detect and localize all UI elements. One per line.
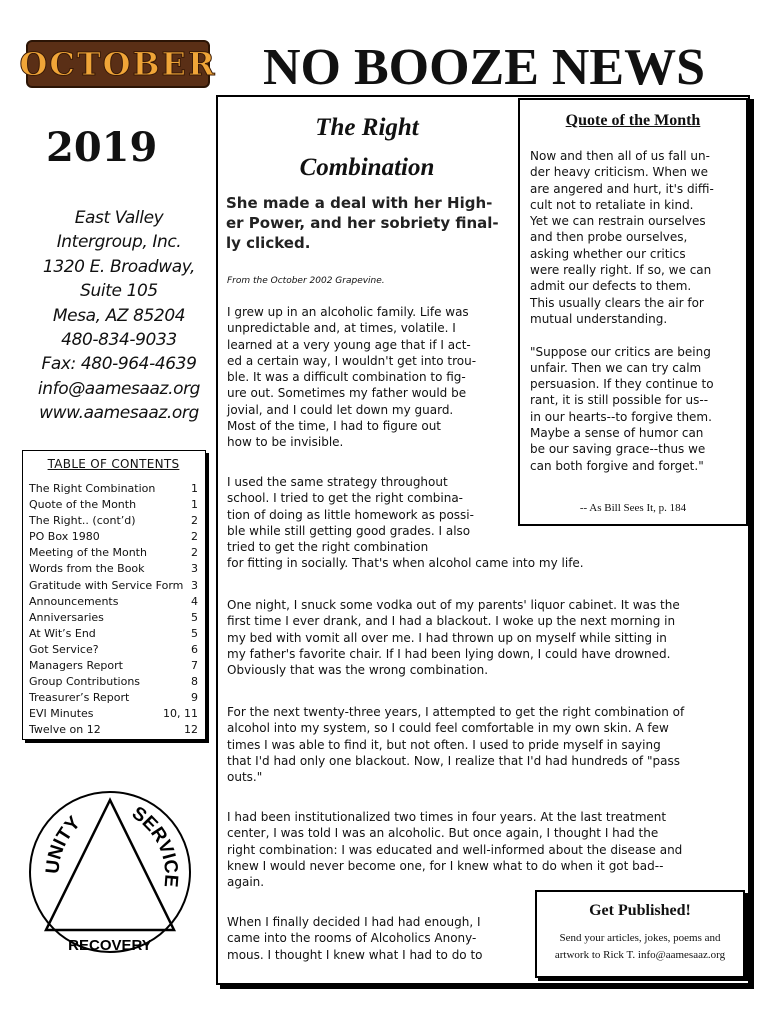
contact-email: info@aamesaaz.org bbox=[37, 378, 201, 399]
toc-item-page: 1 bbox=[191, 498, 198, 512]
article-line: that I'd had only one blackout. Now, I realize that I'd had hundreds of "pass bbox=[227, 753, 680, 768]
article-paragraph bbox=[227, 704, 684, 785]
toc-item-label: Quote of the Month bbox=[29, 498, 137, 512]
toc-item-label: Got Service? bbox=[29, 642, 99, 656]
toc-item-label: Words from the Book bbox=[29, 562, 145, 576]
article-line: center, I was told I was an alcoholic. But once again, I thought I had the bbox=[227, 826, 659, 841]
get-published-box bbox=[535, 890, 745, 978]
toc-item-label: EVI Minutes bbox=[29, 707, 94, 721]
quote-body bbox=[530, 148, 714, 474]
article-line: how to be invisible. bbox=[227, 435, 344, 450]
article-line: my bed with vomit all over me. I had thrown up on myself while sitting in bbox=[227, 630, 667, 645]
article-line: tion of doing as little homework as possi- bbox=[227, 507, 474, 522]
article-line: ed a certain way, I wouldn't get into trou- bbox=[227, 353, 477, 368]
article-line: ble. It was a difficult combination to fig- bbox=[227, 370, 466, 385]
get-published-title: Get Published! bbox=[589, 902, 691, 919]
article-line: first time I ever drank, and I had a blackout. I woke up the next morning in bbox=[227, 614, 676, 629]
quote-line: mutual understanding. bbox=[530, 311, 668, 326]
article-line: tried to get the right combination bbox=[227, 540, 429, 555]
article-line: school. I tried to get the right combina- bbox=[227, 491, 464, 506]
contact-line: Suite 105 bbox=[80, 281, 158, 302]
table-of-contents bbox=[22, 450, 206, 740]
month-label: OCTOBER bbox=[19, 45, 217, 83]
quote-line: in our hearts--to forgive them. bbox=[530, 409, 712, 424]
get-published-line: artwork to Rick T. info@aamesaaz.org bbox=[554, 949, 726, 961]
toc-item-page: 12 bbox=[184, 723, 198, 737]
toc-item-label: The Right Combination bbox=[29, 482, 156, 495]
toc-item bbox=[29, 610, 198, 626]
article-paragraph bbox=[227, 914, 483, 963]
toc-item bbox=[29, 674, 198, 690]
toc-item bbox=[29, 706, 198, 722]
toc-item bbox=[29, 481, 198, 497]
toc-item-page: 10, 11 bbox=[163, 707, 198, 721]
year: 2019 bbox=[46, 124, 158, 171]
article-line: jovial, and I could let down my guard. bbox=[227, 402, 454, 417]
quote-of-the-month-box bbox=[518, 98, 748, 526]
quote-line: unfair. Then we can try calm bbox=[530, 360, 702, 375]
toc-item-page: 9 bbox=[191, 691, 198, 705]
emblem-recovery: RECOVERY bbox=[68, 937, 152, 954]
subhead-line: er Power, and her sobriety final- bbox=[226, 214, 499, 232]
quote-line: Maybe a sense of humor can bbox=[530, 426, 704, 441]
toc-item-label: At Wit’s End bbox=[29, 626, 96, 640]
article-line: For the next twenty-three years, I attempted to get the right combination of bbox=[227, 705, 685, 719]
quote-line: cult not to retaliate in kind. bbox=[530, 197, 694, 212]
article-paragraph bbox=[227, 597, 680, 678]
article-line: my father's favorite chair. If I had been lying down, I could have drowned. bbox=[227, 646, 671, 661]
toc-item bbox=[29, 561, 198, 577]
quote-line: are angered and hurt, it's diffi- bbox=[530, 181, 714, 196]
quote-line: be our saving grace--thus we bbox=[530, 442, 706, 457]
toc-item bbox=[29, 529, 198, 545]
quote-line: Now and then all of us fall un- bbox=[530, 149, 710, 163]
quote-line: "Suppose our critics are being bbox=[530, 344, 711, 359]
article-paragraph bbox=[227, 304, 476, 451]
article-line: I had been institutionalized two times in four years. At the last treatment bbox=[227, 810, 667, 824]
toc-item-page: 5 bbox=[191, 626, 198, 640]
get-published-line: Send your articles, jokes, poems and bbox=[559, 932, 721, 944]
article-line: for fitting in socially. That's when alcohol came into my life. bbox=[227, 556, 584, 571]
toc-item-label: Anniversaries bbox=[29, 610, 104, 624]
subhead-line: She made a deal with her High- bbox=[226, 194, 493, 212]
toc-item bbox=[29, 497, 198, 513]
article-line: times I was able to find it, but not often. I used to pride myself in saying bbox=[227, 737, 661, 752]
article-line: ure out. Sometimes my father would be bbox=[227, 386, 467, 401]
article-line: knew I would never become one, for I knew what to do when it got bad-- bbox=[227, 858, 664, 873]
article-paragraph bbox=[227, 809, 682, 890]
article-line: again. bbox=[227, 875, 265, 890]
toc-item bbox=[29, 513, 198, 529]
toc-item bbox=[29, 690, 198, 706]
subhead-line: ly clicked. bbox=[226, 234, 311, 252]
emblem-unity: UNITY bbox=[42, 812, 85, 875]
article-subhead bbox=[226, 193, 506, 253]
quote-line: and then probe ourselves, bbox=[530, 230, 688, 245]
quote-line: admit our defects to them. bbox=[530, 279, 692, 294]
article-title-line: Combination bbox=[299, 154, 435, 181]
toc-item-page: 6 bbox=[191, 642, 198, 656]
contact-block bbox=[24, 206, 214, 426]
toc-item bbox=[29, 594, 198, 610]
quote-line: rant, it is still possible for us-- bbox=[530, 393, 709, 408]
toc-item-label: Twelve on 12 bbox=[29, 723, 101, 737]
article-line: When I finally decided I had had enough, I bbox=[227, 915, 481, 929]
toc-item-page: 3 bbox=[191, 562, 198, 576]
toc-item-label: Group Contributions bbox=[29, 675, 141, 689]
article-line: unpredictable and, at times, volatile. I bbox=[227, 321, 456, 336]
article-title-line: The Right bbox=[315, 114, 419, 141]
emblem-service: SERVICE bbox=[127, 802, 182, 888]
article-line: mous. I thought I knew what I had to do to bbox=[227, 947, 483, 962]
article-line: I grew up in an alcoholic family. Life was bbox=[227, 305, 469, 319]
get-published-text bbox=[537, 930, 743, 964]
quote-line: Yet we can restrain ourselves bbox=[530, 214, 706, 229]
toc-item bbox=[29, 658, 198, 674]
newsletter-title: NO BOOZE NEWS bbox=[262, 39, 706, 96]
quote-line: were really right. If so, we can bbox=[530, 263, 712, 278]
quote-line: This usually clears the air for bbox=[530, 295, 704, 310]
quote-line: der heavy criticism. When we bbox=[530, 165, 708, 180]
quote-line: persuasion. If they continue to bbox=[530, 377, 714, 392]
quote-line bbox=[530, 327, 714, 343]
article-line: I used the same strategy throughout bbox=[227, 475, 448, 489]
unity-service-recovery-emblem bbox=[22, 788, 198, 958]
toc-item bbox=[29, 642, 198, 658]
article-line: One night, I snuck some vodka out of my parents' liquor cabinet. It was the bbox=[227, 598, 680, 612]
contact-line: 1320 E. Broadway, bbox=[42, 256, 196, 277]
toc-item-page: 2 bbox=[191, 546, 198, 560]
article-line: outs." bbox=[227, 770, 263, 785]
contact-website: www.aamesaaz.org bbox=[39, 403, 199, 424]
toc-title: TABLE OF CONTENTS bbox=[47, 457, 180, 471]
quote-line: can both forgive and forget." bbox=[530, 458, 704, 473]
quote-line: asking whether our critics bbox=[530, 246, 686, 261]
contact-line: East Valley bbox=[74, 208, 164, 228]
toc-item-page: 1 bbox=[191, 482, 198, 495]
article-line: came into the rooms of Alcoholics Anony- bbox=[227, 931, 477, 946]
toc-item-page: 8 bbox=[191, 675, 198, 689]
article-line: alcohol into my system, so I could feel comfortable in my own skin. A few bbox=[227, 721, 669, 736]
toc-item-label: Meeting of the Month bbox=[29, 546, 147, 560]
toc-item bbox=[29, 626, 198, 642]
toc-item-page: 2 bbox=[191, 514, 198, 528]
toc-item-page: 3 bbox=[191, 578, 198, 592]
toc-item bbox=[29, 722, 198, 738]
quote-title: Quote of the Month bbox=[565, 112, 701, 129]
contact-line: Mesa, AZ 85204 bbox=[52, 305, 186, 326]
article-line: learned at a very young age that if I act- bbox=[227, 337, 471, 352]
contact-phone: 480-834-9033 bbox=[61, 330, 177, 351]
toc-item-label: Treasurer’s Report bbox=[29, 691, 130, 705]
toc-item-label: Gratitude with Service Form bbox=[29, 578, 184, 592]
article-line: Obviously that was the wrong combination. bbox=[227, 663, 489, 678]
article-line: Most of the time, I had to figure out bbox=[227, 419, 442, 434]
article-source: From the October 2002 Grapevine. bbox=[227, 276, 385, 286]
contact-fax: Fax: 480-964-4639 bbox=[41, 354, 197, 375]
toc-item-label: The Right.. (cont’d) bbox=[29, 514, 136, 528]
toc-item-label: Managers Report bbox=[29, 659, 123, 673]
month-badge bbox=[19, 40, 217, 88]
toc-item bbox=[29, 578, 198, 594]
toc-item bbox=[29, 545, 198, 561]
article-line: ble while still getting good grades. I also bbox=[227, 523, 471, 538]
toc-item-page: 5 bbox=[191, 610, 198, 624]
article-line: right combination: I was educated and well-informed about the disease and bbox=[227, 842, 683, 857]
quote-citation: -- As Bill Sees It, p. 184 bbox=[579, 502, 687, 514]
article-title bbox=[236, 108, 498, 188]
toc-item-label: Announcements bbox=[29, 594, 119, 608]
toc-item-page: 4 bbox=[191, 594, 198, 608]
toc-item-page: 2 bbox=[191, 530, 198, 544]
toc-list bbox=[29, 481, 198, 739]
contact-line: Intergroup, Inc. bbox=[56, 232, 182, 253]
toc-item-page: 7 bbox=[191, 659, 198, 673]
toc-item-label: PO Box 1980 bbox=[29, 530, 100, 544]
